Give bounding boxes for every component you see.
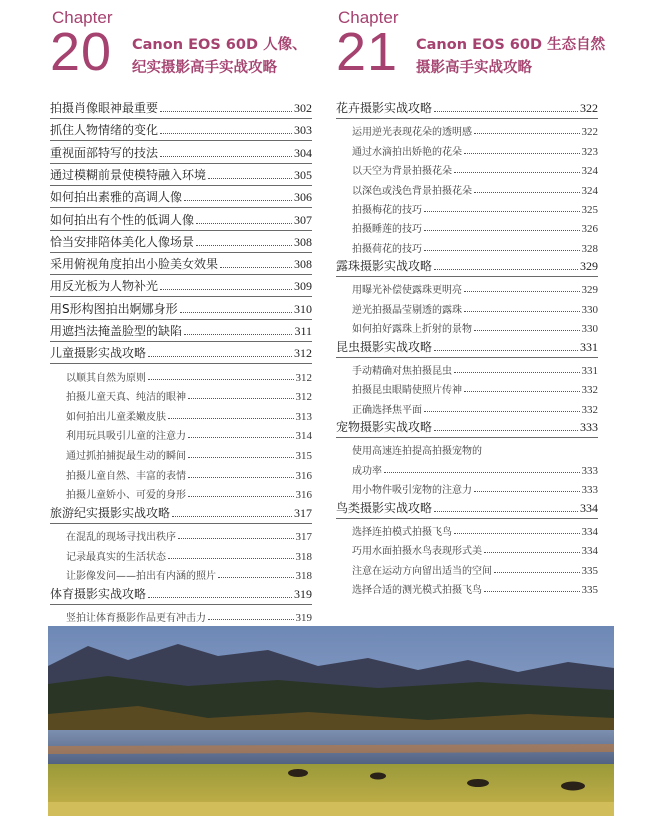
toc-page-number: 318 xyxy=(295,570,312,583)
toc-entry-title: 恰当安排陪体美化人像场景 xyxy=(50,234,195,249)
toc-page-number: 312 xyxy=(294,346,312,361)
leader-dots xyxy=(148,597,292,598)
toc-page-number: 315 xyxy=(295,450,312,462)
toc-entry-title: 注意在运动方向留出适当的空间 xyxy=(352,565,492,577)
toc-entry-title: 用S形构图拍出婀娜身形 xyxy=(50,301,178,316)
chapter-21-column xyxy=(336,0,606,597)
toc-subentry xyxy=(336,296,598,316)
toc-page-number: 335 xyxy=(581,584,598,597)
toc-entry-title: 如何拍好露珠上折射的景物 xyxy=(352,324,472,336)
toc-entry-title: 如何拍出儿童柔嫩皮肤 xyxy=(66,411,166,423)
toc-entry-title: 在混乱的现场寻找出秩序 xyxy=(66,532,176,544)
toc-subentry xyxy=(50,604,312,624)
leader-dots xyxy=(188,477,294,478)
toc-entry-title: 通过抓拍捕捉最生动的瞬间 xyxy=(66,451,186,462)
leader-dots xyxy=(464,311,580,312)
toc-entry-title: 拍摄肖像眼神最重要 xyxy=(50,101,159,115)
toc-page-number: 303 xyxy=(294,123,312,138)
toc-page-number: 319 xyxy=(295,612,312,625)
leader-dots xyxy=(484,552,580,553)
landscape-photo xyxy=(48,626,614,816)
toc-subentry xyxy=(336,215,598,235)
leader-dots xyxy=(160,111,292,112)
toc-section-entry xyxy=(50,96,312,116)
toc-entry-title: 手动精确对焦拍摄昆虫 xyxy=(352,365,452,377)
leader-dots xyxy=(474,330,580,331)
leader-dots xyxy=(474,491,580,492)
toc-subentry xyxy=(336,235,598,255)
leader-dots xyxy=(160,156,292,157)
toc-section-entry xyxy=(50,274,312,294)
leader-dots xyxy=(474,192,580,193)
toc-entry-title: 竖拍让体育摄影作品更有冲击力 xyxy=(66,613,206,625)
toc-subentry xyxy=(336,437,598,457)
leader-dots xyxy=(424,211,580,212)
leader-dots xyxy=(184,334,292,335)
leader-dots xyxy=(196,223,292,224)
toc-entry-title: 逆光拍摄晶莹剔透的露珠 xyxy=(352,304,462,316)
chapter-number: 21 xyxy=(336,22,399,82)
toc-page-number: 326 xyxy=(581,223,598,236)
toc-page-number: 316 xyxy=(295,469,312,482)
leader-dots xyxy=(188,496,294,497)
toc-page-number: 309 xyxy=(294,279,312,294)
leader-dots xyxy=(208,178,292,179)
toc-page-number: 334 xyxy=(581,525,598,538)
toc-section-entry xyxy=(50,252,312,272)
toc-entry-title: 通过水滴拍出娇艳的花朵 xyxy=(352,146,462,158)
toc-subentry xyxy=(336,518,598,538)
toc-subentry xyxy=(50,523,312,543)
toc-entry-title: 让影像发问——拍出有内涵的照片 xyxy=(66,571,216,583)
toc-page-number: 331 xyxy=(580,339,598,354)
toc-page-number: 317 xyxy=(294,505,312,520)
toc-subentry xyxy=(336,476,598,496)
toc-section-entry xyxy=(50,582,312,602)
toc-entry-title: 以天空为背景拍摄花朵 xyxy=(352,166,452,178)
leader-dots xyxy=(218,577,294,578)
leader-dots xyxy=(434,269,578,270)
chapter-title-line1: Canon EOS 60D 人像、 xyxy=(132,37,307,53)
leader-dots xyxy=(196,245,292,246)
toc-subentry xyxy=(336,537,598,557)
chapter-20-column xyxy=(50,0,312,625)
toc-subentry xyxy=(336,457,598,477)
toc-section-entry xyxy=(50,185,312,205)
leader-dots xyxy=(494,572,580,573)
leader-dots xyxy=(384,472,580,473)
toc-page-number: 325 xyxy=(581,203,598,216)
toc-subentry xyxy=(50,462,312,482)
toc-entry-title: 旅游纪实摄影实战攻略 xyxy=(50,505,171,520)
toc-section-entry xyxy=(50,163,312,183)
landscape-photo-svg xyxy=(48,626,614,816)
toc-section-entry xyxy=(336,415,598,435)
leader-dots xyxy=(424,250,580,251)
toc-page-number: 314 xyxy=(295,430,312,443)
toc-entry-title: 拍摄梅花的技巧 xyxy=(352,204,422,216)
toc-subentry xyxy=(336,557,598,577)
toc-entry-title: 拍摄儿童天真、纯洁的眼神 xyxy=(66,392,186,404)
leader-dots xyxy=(148,379,294,380)
toc-subentry xyxy=(336,177,598,197)
leader-dots xyxy=(188,457,294,458)
toc-page-number: 306 xyxy=(294,190,312,205)
toc-page-number: 332 xyxy=(581,384,598,397)
leader-dots xyxy=(160,289,292,290)
leader-dots xyxy=(434,111,578,112)
toc-subentry xyxy=(336,357,598,377)
toc-entry-title: 儿童摄影实战攻略 xyxy=(50,346,147,361)
leader-dots xyxy=(464,291,580,292)
toc-subentry xyxy=(50,364,312,384)
toc-page-number: 332 xyxy=(581,403,598,416)
toc-page-number: 322 xyxy=(580,101,598,115)
toc-entry-title: 鸟类摄影实战攻略 xyxy=(336,500,433,515)
toc-subentry xyxy=(50,543,312,563)
toc-entry-title: 抓住人物情绪的变化 xyxy=(50,123,159,138)
toc-section-entry xyxy=(50,208,312,228)
toc-page-number: 333 xyxy=(581,484,598,497)
leader-dots xyxy=(424,411,580,412)
toc-entry-title: 露珠摄影实战攻略 xyxy=(336,259,433,274)
toc-entry-title: 通过模糊前景使模特融入环境 xyxy=(50,167,207,182)
toc-subentry xyxy=(336,315,598,335)
toc-section-entry xyxy=(50,230,312,250)
toc-page-number: 324 xyxy=(581,184,598,197)
toc-subentry xyxy=(50,562,312,582)
toc-page-number: 318 xyxy=(295,550,312,563)
toc-page-number: 329 xyxy=(581,284,598,297)
toc-entry-title: 拍摄荷花的技巧 xyxy=(352,243,422,255)
toc-entry-title: 用反光板为人物补光 xyxy=(50,279,159,294)
toc-section-entry xyxy=(50,141,312,161)
chapter-number: 20 xyxy=(50,22,113,82)
leader-dots xyxy=(484,591,580,592)
toc-section-entry xyxy=(336,254,598,274)
toc-entry-title: 用小物件吸引宠物的注意力 xyxy=(352,485,472,497)
toc-entry-title: 用遮挡法掩盖脸型的缺陷 xyxy=(50,324,183,338)
toc-entry-title: 运用逆光表现花朵的透明感 xyxy=(352,127,472,139)
leader-dots xyxy=(454,172,580,173)
toc-page-number: 334 xyxy=(581,545,598,558)
toc-page-number: 330 xyxy=(581,303,598,316)
leader-dots xyxy=(172,516,292,517)
leader-dots xyxy=(454,533,580,534)
toc-entry-title: 体育摄影实战攻略 xyxy=(50,586,147,601)
toc-section-entry xyxy=(50,319,312,339)
leader-dots xyxy=(424,230,580,231)
toc-subentry xyxy=(50,442,312,462)
toc-subentry xyxy=(336,118,598,138)
leader-dots xyxy=(434,430,578,431)
toc-entry-title: 昆虫摄影实战攻略 xyxy=(336,339,433,354)
toc-page-number: 311 xyxy=(294,324,312,338)
toc-entry-title: 采用俯视角度拍出小脸美女效果 xyxy=(50,257,219,272)
toc-entry-title: 选择连拍模式拍摄飞鸟 xyxy=(352,526,452,538)
toc-entry-title: 拍摄睡莲的技巧 xyxy=(352,224,422,236)
toc-entry-title: 利用玩具吸引儿童的注意力 xyxy=(66,431,186,443)
toc-page-number: 307 xyxy=(294,212,312,227)
toc-section-entry xyxy=(50,118,312,138)
toc-page-number: 319 xyxy=(294,586,312,601)
toc-subentry xyxy=(336,276,598,296)
toc-page-number: 334 xyxy=(580,500,598,515)
toc-page-number: 333 xyxy=(581,464,598,477)
toc-page-number: 313 xyxy=(295,410,312,423)
leader-dots xyxy=(168,418,294,419)
toc-entry-title: 如何拍出素雅的高调人像 xyxy=(50,190,183,205)
toc-page-number: 305 xyxy=(294,167,312,182)
toc-entry-title: 如何拍出有个性的低调人像 xyxy=(50,212,195,227)
toc-entry-title: 正确选择焦平面 xyxy=(352,404,422,416)
toc-subentry xyxy=(336,576,598,596)
toc-page-number: 330 xyxy=(581,323,598,336)
leader-dots xyxy=(188,437,294,438)
chapter-21-header xyxy=(336,0,606,82)
toc-page-number: 316 xyxy=(295,489,312,502)
toc-entry-title: 记录最真实的生活状态 xyxy=(66,551,166,563)
toc-entry-title: 拍摄儿童娇小、可爱的身形 xyxy=(66,490,186,502)
toc-entry-title: 花卉摄影实战攻略 xyxy=(336,101,433,115)
toc-page-number: 329 xyxy=(580,259,598,274)
leader-dots xyxy=(178,538,294,539)
leader-dots xyxy=(464,391,580,392)
leader-dots xyxy=(168,558,294,559)
leader-dots xyxy=(464,153,580,154)
toc-entry-title: 选择合适的测光模式拍摄飞鸟 xyxy=(352,585,482,597)
toc-section-entry xyxy=(336,496,598,516)
leader-dots xyxy=(454,372,580,373)
toc-page-number: 335 xyxy=(581,564,598,577)
toc-subentry xyxy=(336,376,598,396)
toc-subentry xyxy=(50,422,312,442)
toc-entry-title: 以深色或浅色背景拍摄花朵 xyxy=(352,185,472,197)
leader-dots xyxy=(188,398,294,399)
toc-page-number: 328 xyxy=(581,242,598,255)
leader-dots xyxy=(184,200,292,201)
toc-page-number: 312 xyxy=(295,371,312,384)
toc-page-number: 324 xyxy=(581,165,598,178)
toc-page-number: 310 xyxy=(294,301,312,316)
toc-entry-title: 拍摄昆虫眼睛使照片传神 xyxy=(352,385,462,397)
toc-entry-title: 以顺其自然为原则 xyxy=(66,372,146,384)
chapter-label: Chapter xyxy=(52,8,113,27)
leader-dots xyxy=(208,619,294,620)
leader-dots xyxy=(160,133,292,134)
leader-dots xyxy=(180,312,292,313)
toc-page-number: 308 xyxy=(294,257,312,272)
toc-page-number: 302 xyxy=(294,101,312,115)
toc-entry-title: 重视面部特写的技法 xyxy=(50,145,159,160)
toc-entry-title: 宠物摄影实战攻略 xyxy=(336,420,433,435)
chapter-title xyxy=(132,34,322,80)
toc-entry-title: 用曝光补偿使露珠更明亮 xyxy=(352,285,462,297)
toc-entry-title: 拍摄儿童自然、丰富的表情 xyxy=(66,470,186,482)
toc-subentry xyxy=(336,138,598,158)
toc-page-number: 304 xyxy=(294,145,312,160)
chapter-title-line2: 纪实摄影高手实战攻略 xyxy=(132,60,277,76)
toc-page-number: 312 xyxy=(295,391,312,404)
toc-section-entry xyxy=(50,341,312,361)
toc-subentry xyxy=(50,481,312,501)
toc-entry-title: 成功率 xyxy=(352,465,382,477)
leader-dots xyxy=(148,356,292,357)
toc-section-entry xyxy=(336,335,598,355)
toc-subentry xyxy=(50,403,312,423)
toc-section-entry xyxy=(50,297,312,317)
toc-subentry xyxy=(50,383,312,403)
leader-dots xyxy=(434,511,578,512)
toc-subentry xyxy=(336,157,598,177)
toc-page-number: 323 xyxy=(581,145,598,158)
chapter-title-line2: 摄影高手实战攻略 xyxy=(416,60,532,76)
chapter-label: Chapter xyxy=(338,8,399,27)
chapter-title xyxy=(416,34,616,80)
toc-subentry xyxy=(336,196,598,216)
leader-dots xyxy=(474,133,580,134)
toc-page-number: 317 xyxy=(295,531,312,544)
leader-dots xyxy=(220,267,292,268)
toc-page-number: 331 xyxy=(581,364,598,377)
toc-entry-title: 使用高速连拍提高拍摄宠物的 xyxy=(352,446,482,458)
chapter-title-line1: Canon EOS 60D 生态自然 xyxy=(416,37,606,53)
toc-entry-title: 巧用水面拍摄水鸟表现形式美 xyxy=(352,546,482,558)
chapter-20-header xyxy=(50,0,312,82)
toc-page-number: 322 xyxy=(581,126,598,139)
toc-section-entry xyxy=(50,501,312,521)
toc-section-entry xyxy=(336,96,598,116)
toc-page-number: 333 xyxy=(580,420,598,435)
leader-dots xyxy=(434,350,578,351)
toc-subentry xyxy=(336,396,598,416)
toc-page-number: 308 xyxy=(294,234,312,249)
